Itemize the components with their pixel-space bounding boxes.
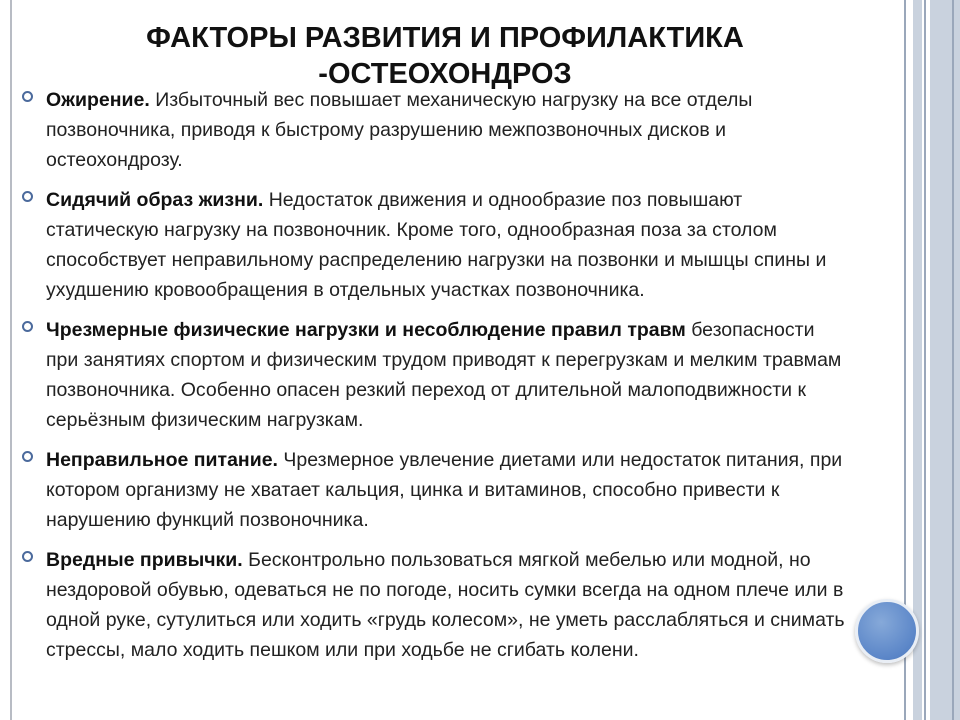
item-body: Бесконтрольно пользоваться мягкой мебелью или модной, но нездоровой обувью, одеваться не по погоде, носить сумки всегда на одном плече или в одной руке, сутулиться или ходить «грудь колесом», не уметь расслабляться и снимать стрессы, мало ходить пешком или при ходьбе не сгибать колени. <box>46 549 845 661</box>
item-body: Недостаток движения и однообразие поз повышают статическую нагрузку на позвоночник. Кроме того, однообразная поза за столом способствует неправильному распределению нагрузки на позвонки и мышцы спины и ухудшению кровообращения в отдельных участках позвоночника. <box>46 189 827 301</box>
bullet-icon <box>22 551 33 562</box>
bullet-icon <box>22 321 33 332</box>
left-border-line <box>10 0 12 720</box>
bullet-icon <box>22 91 33 102</box>
slide-title <box>60 20 830 92</box>
bullet-icon <box>22 451 33 462</box>
item-body: Избыточный вес повышает механическую нагрузку на все отделы позвоночника, приводя к быстрому разрушению межпозвоночных дисков и остеохондрозу. <box>46 89 753 171</box>
bullet-list <box>22 85 852 675</box>
right-stripe <box>913 0 922 720</box>
item-heading: Чрезмерные физические нагрузки и несоблюдение правил травм <box>46 319 686 341</box>
list-item <box>22 315 852 435</box>
list-item <box>22 185 852 305</box>
item-heading: Вредные привычки. <box>46 549 243 571</box>
list-item <box>22 545 852 665</box>
right-stripe <box>930 0 960 720</box>
list-item <box>22 85 852 175</box>
list-item <box>22 445 852 535</box>
title-line-1: ФАКТОРЫ РАЗВИТИЯ И ПРОФИЛАКТИКА <box>146 22 744 54</box>
bullet-icon <box>22 191 33 202</box>
right-stripe <box>924 0 926 720</box>
right-stripe <box>952 0 954 720</box>
decorative-circle <box>855 599 919 663</box>
item-heading: Сидячий образ жизни. <box>46 189 264 211</box>
item-body: безопасности при занятиях спортом и физическим трудом приводят к перегрузкам и мелким травмам позвоночника. Особенно опасен резкий переход от длительной малоподвижности к серьёзным физическим нагрузкам. <box>46 319 842 431</box>
title-line-2: -ОСТЕОХОНДРОЗ <box>318 58 572 90</box>
item-heading: Неправильное питание. <box>46 449 278 471</box>
item-heading: Ожирение. <box>46 89 150 111</box>
item-body: Чрезмерное увлечение диетами или недостаток питания, при котором организму не хватает кальция, цинка и витаминов, способно привести к нарушению функций позвоночника. <box>46 449 843 531</box>
